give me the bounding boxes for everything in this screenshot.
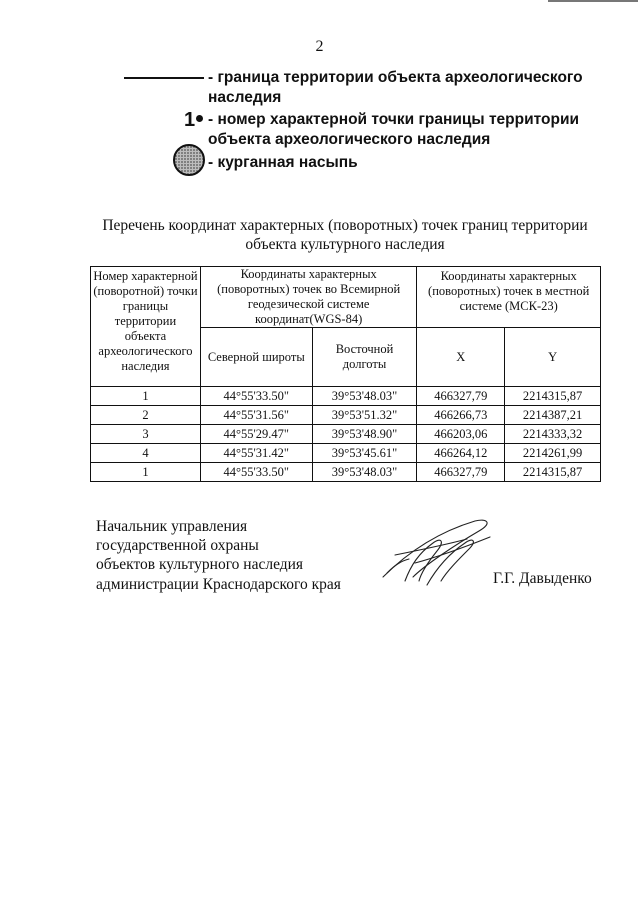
cell-y: 2214261,99	[505, 444, 601, 463]
scan-edge-mark	[548, 0, 638, 2]
cell-point: 1	[91, 387, 201, 406]
header-x: X	[417, 328, 505, 387]
signature-position-title	[96, 517, 341, 594]
cell-latitude: 44°55'31.42"	[200, 444, 312, 463]
cell-point: 1	[91, 463, 201, 482]
header-local-group: Координаты характерных (поворотных) точек в местной системе (МСК-23)	[417, 267, 601, 328]
characteristic-point-icon	[184, 109, 203, 131]
position-line: государственной охраны	[96, 537, 259, 555]
cell-point: 3	[91, 425, 201, 444]
handwritten-signature	[375, 515, 505, 590]
page-number: 2	[315, 38, 324, 55]
cell-point: 2	[91, 406, 201, 425]
cell-y: 2214387,21	[505, 406, 601, 425]
header-north-latitude: Северной широты	[200, 328, 312, 387]
point-symbol-number: 1	[184, 109, 196, 131]
cell-y: 2214315,87	[505, 463, 601, 482]
burial-mound-icon	[172, 143, 206, 177]
table-row	[91, 463, 601, 482]
header-point-number: Номер характерной (поворотной) точки границы территории объекта археологического наследия	[91, 267, 201, 387]
cell-x: 466266,73	[417, 406, 505, 425]
table-row	[91, 444, 601, 463]
boundary-line-icon	[124, 77, 204, 79]
cell-latitude: 44°55'31.56"	[200, 406, 312, 425]
legend-point-text: - номер характерной точки границы территории объекта археологического наследия	[208, 111, 580, 148]
cell-longitude: 39°53'45.61"	[312, 444, 417, 463]
coordinates-table	[90, 266, 601, 482]
signer-name: Г.Г. Давыденко	[493, 570, 592, 587]
cell-x: 466203,06	[417, 425, 505, 444]
cell-y: 2214315,87	[505, 387, 601, 406]
cell-x: 466327,79	[417, 463, 505, 482]
cell-y: 2214333,32	[505, 425, 601, 444]
cell-longitude: 39°53'48.03"	[312, 387, 417, 406]
table-row	[91, 387, 601, 406]
header-y: Y	[505, 328, 601, 387]
cell-latitude: 44°55'33.50"	[200, 463, 312, 482]
cell-longitude: 39°53'48.90"	[312, 425, 417, 444]
legend-boundary-text: - граница территории объекта археологического наследия	[208, 69, 583, 106]
cell-latitude: 44°55'29.47"	[200, 425, 312, 444]
cell-latitude: 44°55'33.50"	[200, 387, 312, 406]
position-line: Начальник управления	[96, 518, 248, 535]
table-row	[91, 406, 601, 425]
header-wgs-group: Координаты характерных (поворотных) точек во Всемирной геодезической системе координат(WGS-84)	[200, 267, 416, 328]
cell-x: 466264,12	[417, 444, 505, 463]
table-row	[91, 425, 601, 444]
cell-point: 4	[91, 444, 201, 463]
legend-mound-text: - курганная насыпь	[208, 154, 358, 171]
position-line: администрации Краснодарского края	[96, 575, 341, 593]
table-title: Перечень координат характерных (поворотных) точек границ территории объекта культурного наследия	[102, 217, 588, 253]
cell-longitude: 39°53'48.03"	[312, 463, 417, 482]
position-line: объектов культурного наследия	[96, 556, 304, 574]
cell-longitude: 39°53'51.32"	[312, 406, 417, 425]
header-east-longitude: Восточной долготы	[312, 328, 417, 387]
point-dot-icon	[196, 115, 203, 122]
cell-x: 466327,79	[417, 387, 505, 406]
